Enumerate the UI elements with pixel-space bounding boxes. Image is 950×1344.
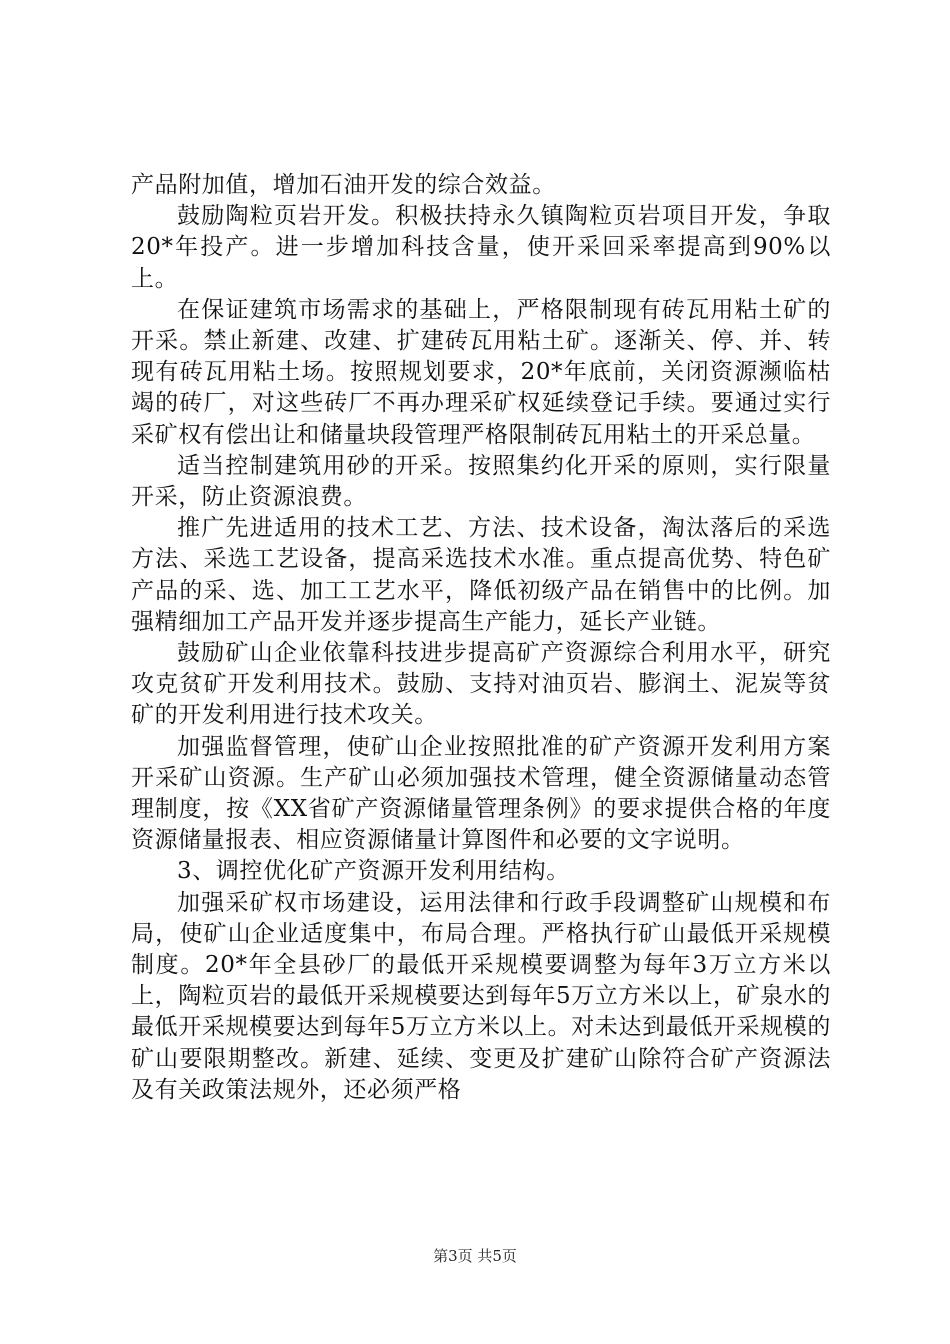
paragraph-sand-control: 适当控制建筑用砂的开采。按照集约化开采的原则，实行限量开采，防止资源浪费。 bbox=[131, 452, 831, 511]
section-heading-3: 3、调控优化矿产资源开发利用结构。 bbox=[177, 858, 570, 885]
paragraph-technology-promotion: 推广先进适用的技术工艺、方法、技术设备，淘汰落后的采选方法、采选工艺设备，提高采选技术水准。重点提高优势、特色矿产品的采、选、加工工艺水平，降低初级产品在销售中的比例。加强精细加工产品开发并逐步提高生产能力，延长产业链。 bbox=[131, 515, 831, 635]
page-number-footer: 第3页 共5页 bbox=[433, 1247, 517, 1265]
document-body bbox=[131, 170, 831, 1106]
paragraph-tech-progress: 鼓励矿山企业依靠科技进步提高矿产资源综合利用水平，研究攻克贫矿开发利用技术。鼓励、支持对油页岩、膨润土、泥炭等贫矿的开发利用进行技术攻关。 bbox=[131, 640, 831, 729]
paragraph-continuation: 产品附加值，增加石油开发的综合效益。 bbox=[131, 172, 556, 198]
paragraph-market-construction: 加强采矿权市场建设，运用法律和行政手段调整矿山规模和布局，使矿山企业适度集中，布局合理。严格执行矿山最低开采规模制度。20*年全县砂厂的最低开采规模要调整为每年3万立方米以上，陶粒页岩的最低开采规模要达到每年5万立方米以上，矿泉水的最低开采规模要达到每年5万立方米以上。对未达到最低开采规模的矿山要限期整改。新建、延续、变更及扩建矿山除符合矿产资源法及有关政策法规外，还必须严格 bbox=[131, 889, 831, 1103]
paragraph-shale-development: 鼓励陶粒页岩开发。积极扶持永久镇陶粒页岩项目开发，争取20*年投产。进一步增加科技含量，使开采回采率提高到90%以上。 bbox=[131, 203, 831, 292]
paragraph-clay-restriction: 在保证建筑市场需求的基础上，严格限制现有砖瓦用粘土矿的开采。禁止新建、改建、扩建砖瓦用粘土矿。逐渐关、停、并、转现有砖瓦用粘土场。按照规划要求，20*年底前，关闭资源濒临枯竭的砖厂，对这些砖厂不再办理采矿权延续登记手续。要通过实行采矿权有偿出让和储量块段管理严格限制砖瓦用粘土的开采总量。 bbox=[131, 296, 831, 448]
paragraph-supervision: 加强监督管理，使矿山企业按照批准的矿产资源开发利用方案开采矿山资源。生产矿山必须加强技术管理，健全资源储量动态管理制度，按《XX省矿产资源储量管理条例》的要求提供合格的年度资源储量报表、相应资源储量计算图件和必要的文字说明。 bbox=[131, 733, 831, 854]
